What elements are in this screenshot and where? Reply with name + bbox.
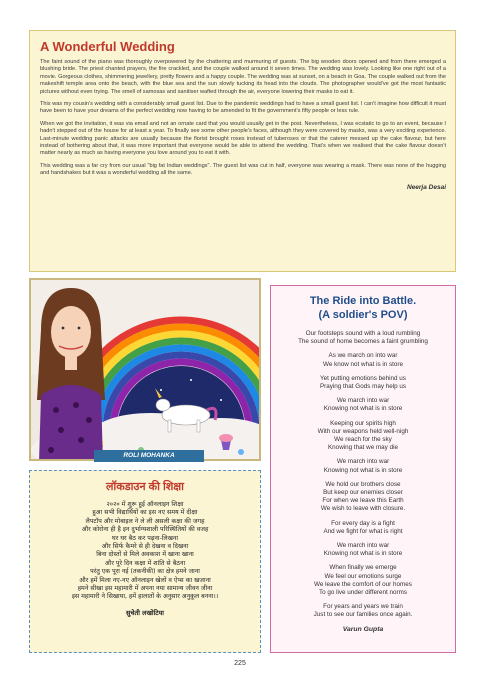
poem-line: We feel our emotions surge [324, 572, 402, 580]
poem-line: Knowing not what is in store [323, 466, 403, 474]
war-title-line2: (A soldier's POV) [318, 309, 408, 321]
poem-line: और हमें मिला नए-नए ऑनलाइन खेलों व ऐप्स का खजाना [79, 576, 211, 584]
poem-stanza [277, 375, 449, 391]
poem-line: इस महामारी ने सिखाया, हमें हालातों के अनुसार अनुकूल बनना।। [71, 593, 219, 601]
poem-line: हुआ सभी विद्यार्थियों का इस नए समय में दीक्षा [92, 509, 198, 517]
wedding-paragraph: This wedding was a far cry from our usual "big fat Indian weddings". The guest list was cut in half, everyone was wearing a mask. There was none of the hugging and handshakes but it was a wonderful wedding all the same. [40, 162, 446, 177]
poem-stanza [277, 420, 449, 453]
wedding-article [29, 30, 456, 272]
page-number: 225 [234, 660, 246, 667]
poem-line: We reach for the sky [334, 436, 392, 444]
wedding-paragraph: The faint sound of the piano was thoroughly overpowered by the chattering and murmuring of guests. The big wooden doors opened and from there emerged a blushing bride. The priest chanted prayers, the fire crackled, and the couple walked around it seven times. The wedding was lovely. Looking like one right out of a movie. Gorgeous clothes, shimmering jewellery, pretty flowers and a happy couple. The wedding was at sunset, on a beach in Goa. The couple walked out from the makeshift temple area onto the beach, with the blue sea and the sun slowly tucking its head into the clouds. The photographer would've got the most fantastic pictures without even trying. The smell of samosas and sanitiser wafted through the air, everyone lowering their masks to eat it. [40, 59, 446, 95]
poem-line: As we march on into war [328, 352, 398, 360]
war-title-line1: The Ride into Battle. [309, 295, 417, 307]
war-poem [270, 285, 456, 653]
war-title [277, 294, 449, 322]
poem-line: और कोरोना ही है इन दुर्भाग्यशाली परिस्थितियों की वजह [81, 526, 209, 534]
girl-drawing [37, 288, 105, 461]
war-stanzas [277, 330, 449, 620]
poem-line: परंतु एक पूरा नई (तकनीकी) का क्षेत्र हमने जाना [90, 568, 200, 576]
lockdown-poem [29, 470, 261, 653]
poem-line: We hold our brothers close [325, 480, 401, 488]
painting-illustration [31, 280, 261, 461]
poem-line: और पूरे दिन कक्षा में शांति से बैठना [104, 559, 186, 567]
poem-line: बिना दोस्तों से मिले अवकाश में खाना खाना [96, 551, 194, 559]
poem-line: लैपटॉप और मोबाइल ने ले ली असली कक्षा की जगह [85, 517, 205, 525]
poem-stanza [277, 458, 449, 474]
poem-line: We march into war [336, 458, 390, 466]
poem-line: With our weapons held well-nigh [317, 427, 409, 435]
poem-line: Praying that Gods may help us [319, 383, 407, 391]
poem-line: The sound of home becomes a faint grumbling [298, 338, 428, 346]
wedding-title: A Wonderful Wedding [40, 39, 175, 54]
poem-line: We march into war [336, 397, 390, 405]
poem-line: For years and years we train [323, 603, 403, 611]
poem-line: Knowing not what is in store [323, 550, 403, 558]
poem-line: To go live under different norms [318, 589, 408, 597]
poem-line: For when we leave this Earth [322, 497, 404, 505]
poem-line: Knowing that we may die [327, 444, 398, 452]
lockdown-title: लॉकडाउन की शिक्षा [105, 481, 185, 493]
poem-line: We leave the comfort of our homes [314, 580, 412, 588]
poem-stanza [277, 397, 449, 413]
war-author: Varun Gupta [342, 625, 384, 633]
poem-stanza [277, 603, 449, 619]
poem-line: Yet putting emotions behind us [320, 374, 406, 382]
poem-line: Just to see our families once again. [313, 611, 413, 619]
wedding-author: Neerja Desai [406, 183, 446, 191]
poem-stanza [277, 352, 449, 368]
poem-line: We know not what is in store [322, 360, 404, 368]
poem-stanza [277, 481, 449, 514]
poem-line: But keep our enemies closer [323, 489, 403, 497]
poem-stanza [277, 542, 449, 558]
poem-line: For every day is a fight [331, 519, 395, 527]
poem-line: We wish to leave with closure. [320, 505, 406, 513]
poem-line: When finally we emerge [329, 564, 397, 572]
poem-line: २०२० में शुरू हुई ऑनलाइन शिक्षा [106, 501, 184, 508]
poem-line: घर घर बैठ कर पढ़ना-लिखना [112, 534, 178, 542]
poem-line: और सिर्फ कैमरे से ही देखना व दिखना [101, 543, 189, 551]
painting-caption: ROLI MOHANKA [94, 450, 204, 462]
lockdown-author: सुचेती लखोटिया [126, 608, 164, 617]
wedding-paragraph: When we got the invitation, it was via email and not an ornate card that you would usually get in the post. Nevertheless, I was ecstatic to go to an event, because I hadn't stepped out of the house for at least a year. To finally see some other people's faces, although they were covered by masks, was a very exciting experience. Last-minute wedding panic attacks are usually because the florist brought roses instead of tuberoses or that the caterer messed up the cake flavour, but here instead of bothering about that, it was more important that everyone would be able to attend the wedding. That's when we realised that the cake flavour doesn't matter nearly as much as having everyone you love around you to eat it with. [40, 120, 446, 157]
poem-line: Knowing not what is in store [323, 405, 403, 413]
wedding-paragraph: This was my cousin's wedding with a considerably small guest list. Due to the pandemic weddings had to have a small guest list. I can't imagine how difficult it must have been to have your dreams of the perfect wedding now having to be amended to fit the government's fifty people or less rule. [40, 101, 446, 115]
poem-line: We march into war [336, 542, 390, 550]
poem-stanza [277, 564, 449, 597]
poem-stanza [277, 330, 449, 346]
poem-line: Keeping our spirits high [330, 419, 396, 427]
poem-line: Our footsteps sound with a loud rumbling [305, 330, 421, 337]
poem-stanza [277, 520, 449, 536]
rainbow-painting [29, 278, 261, 461]
poem-line: And we fight for what is right [323, 527, 403, 535]
poem-line: हमने सीखा इस महामारी में अपना नया सामान्य जीवन जीना [77, 585, 213, 593]
